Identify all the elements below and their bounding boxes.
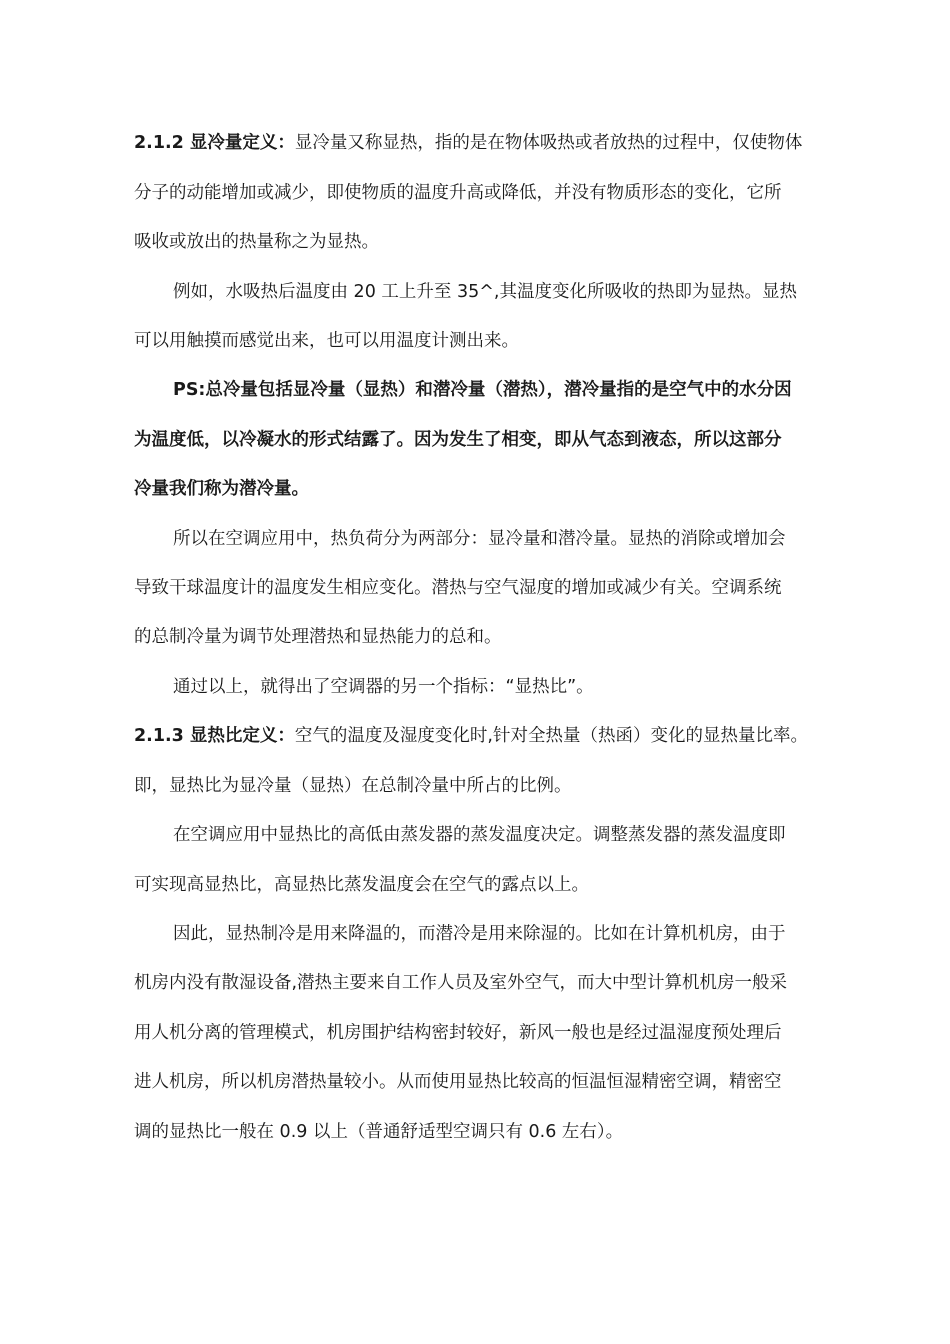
text-line: 用人机分离的管理模式，机房围护结构密封较好，新风一般也是经过温湿度预处理后	[134, 1023, 782, 1043]
text-line: 机房内没有散湿设备,潜热主要来自工作人员及室外空气，而大中型计算机机房一般采	[134, 973, 788, 993]
section-heading: 2.1.3 显热比定义：	[134, 726, 295, 746]
text-line: 因此，显热制冷是用来降温的，而潜冷是用来除湿的。比如在计算机机房，由于	[173, 924, 786, 944]
text-line: 可以用触摸而感觉出来，也可以用温度计测出来。	[134, 331, 519, 351]
section-heading: 2.1.2 显冷量定义：	[134, 133, 295, 153]
text-line: 例如，水吸热后温度由 20 工上升至 35^,其温度变化所吸收的热即为显热。显热	[173, 282, 797, 302]
text-line: 进人机房，所以机房潜热量较小。从而使用显热比较高的恒温恒湿精密空调，精密空	[134, 1072, 782, 1092]
text-line: 即，显热比为显冷量（显热）在总制冷量中所占的比例。	[134, 776, 572, 796]
text-line: 的总制冷量为调节处理潜热和显热能力的总和。	[134, 627, 502, 647]
line-text: 空气的温度及湿度变化时,针对全热量（热函）变化的显热量比率。	[294, 726, 808, 746]
text-line: 可实现高显热比，高显热比蒸发温度会在空气的露点以上。	[134, 875, 589, 895]
text-line: 在空调应用中显热比的高低由蒸发器的蒸发温度决定。调整蒸发器的蒸发温度即	[173, 825, 786, 845]
text-line: 分子的动能增加或减少，即使物质的温度升高或降低，并没有物质形态的变化，它所	[134, 183, 782, 203]
text-line	[134, 723, 808, 749]
note-line: PS:总冷量包括显冷量（显热）和潜冷量（潜热），潜冷量指的是空气中的水分因	[173, 380, 792, 400]
text-line: 调的显热比一般在 0.9 以上（普通舒适型空调只有 0.6 左右）。	[134, 1122, 624, 1142]
text-line	[134, 130, 802, 156]
note-line: 冷量我们称为潜冷量。	[134, 479, 309, 499]
text-line: 所以在空调应用中，热负荷分为两部分：显冷量和潜冷量。显热的消除或增加会	[173, 529, 786, 549]
text-line: 通过以上，就得出了空调器的另一个指标：“显热比”。	[173, 677, 594, 697]
text-line: 吸收或放出的热量称之为显热。	[134, 232, 379, 252]
line-text: 显冷量又称显热，指的是在物体吸热或者放热的过程中，仅使物体	[294, 133, 803, 153]
text-line: 导致干球温度计的温度发生相应变化。潜热与空气湿度的增加或减少有关。空调系统	[134, 578, 782, 598]
note-line: 为温度低，以冷凝水的形式结露了。因为发生了相变，即从气态到液态，所以这部分	[134, 430, 782, 450]
